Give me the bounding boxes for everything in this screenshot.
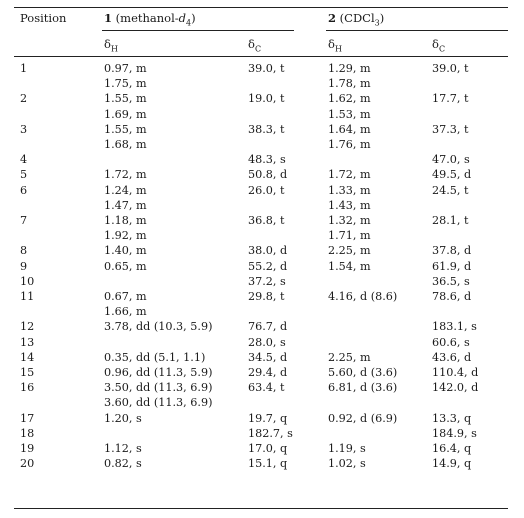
delta-h-1-cell: 1.69, m bbox=[104, 107, 147, 121]
delta-c-2-cell: 60.6, s bbox=[432, 335, 470, 349]
delta-c-1-cell: 50.8, d bbox=[248, 168, 288, 182]
delta-h-1-cell: 3.60, dd (11.3, 6.9) bbox=[104, 396, 213, 410]
compound1-rule bbox=[102, 30, 294, 31]
bottom-rule bbox=[14, 508, 508, 509]
position-cell: 10 bbox=[20, 274, 35, 288]
delta-h-2-cell: 0.92, d (6.9) bbox=[328, 411, 398, 425]
position-cell: 8 bbox=[20, 244, 28, 258]
delta-c-1-cell: 48.3, s bbox=[248, 153, 286, 167]
header-bottom-rule bbox=[14, 56, 508, 57]
delta-c-1-cell: 37.2, s bbox=[248, 274, 286, 288]
delta-c-2-cell: 49.5, d bbox=[432, 168, 472, 182]
compound1-header bbox=[104, 12, 196, 29]
position-cell: 1 bbox=[20, 62, 28, 75]
delta-c-2-cell: 16.4, q bbox=[432, 442, 472, 455]
delta-h-2-cell: 1.64, m bbox=[328, 122, 371, 136]
delta-h-1-cell: 1.68, m bbox=[104, 138, 147, 151]
delta-h-2-cell: 5.60, d (3.6) bbox=[328, 366, 398, 379]
delta-h-2-cell: 1.76, m bbox=[328, 138, 371, 151]
delta-c-2-cell: 28.1, t bbox=[432, 214, 469, 227]
delta-h-2-cell: 1.43, m bbox=[328, 198, 371, 212]
delta-c-2-cell: 43.6, d bbox=[432, 350, 472, 364]
delta-h-2-cell: 1.71, m bbox=[328, 229, 371, 243]
delta-h-1-cell: 1.47, m bbox=[104, 198, 147, 212]
delta-c-2-cell: 37.8, d bbox=[432, 244, 472, 258]
delta-c-2-cell: 142.0, d bbox=[432, 381, 479, 395]
position-cell: 5 bbox=[20, 168, 28, 182]
position-cell: 2 bbox=[20, 92, 28, 106]
delta-c-1-cell: 38.3, t bbox=[248, 122, 285, 136]
delta-c-1-cell: 29.8, t bbox=[248, 290, 285, 303]
compound1-solvent-italic: d bbox=[178, 11, 187, 25]
delta-h-1-cell: 0.97, m bbox=[104, 62, 147, 75]
delta-c-2-cell: 61.9, d bbox=[432, 259, 472, 273]
delta-h-1-cell: 1.72, m bbox=[104, 168, 147, 182]
delta-c-1-cell: 38.0, d bbox=[248, 244, 288, 258]
position-cell: 19 bbox=[20, 442, 35, 455]
delta-h-1-cell: 0.65, m bbox=[104, 259, 147, 273]
delta-c-2-cell: 24.5, t bbox=[432, 183, 469, 197]
delta-h-1-cell: 0.96, dd (11.3, 5.9) bbox=[104, 366, 213, 379]
delta-h-header-1: $\delta_H$ bbox=[104, 37, 118, 54]
position-cell: 20 bbox=[20, 457, 35, 471]
delta-h-1-cell: 0.67, m bbox=[104, 290, 147, 303]
delta-h-2-cell: 1.54, m bbox=[328, 259, 371, 273]
delta-c-1-cell: 19.0, t bbox=[248, 92, 285, 106]
compound1-number: 1 bbox=[104, 11, 113, 25]
position-cell: 14 bbox=[20, 350, 35, 364]
delta-c-2-cell: 37.3, t bbox=[432, 122, 469, 136]
delta-h-2-cell: 1.72, m bbox=[328, 168, 371, 182]
delta-h-2-cell: 1.62, m bbox=[328, 92, 371, 106]
delta-c-2-cell: 13.3, q bbox=[432, 411, 472, 425]
delta-h-2-cell: 2.25, m bbox=[328, 244, 371, 258]
position-header: Position bbox=[20, 11, 67, 25]
delta-h-2-cell: 2.25, m bbox=[328, 350, 371, 364]
delta-c-1-cell: 29.4, d bbox=[248, 366, 288, 379]
compound2-header bbox=[328, 12, 384, 29]
position-cell: 16 bbox=[20, 381, 35, 395]
compound2-solvent-prefix: (CDCl bbox=[339, 11, 375, 25]
delta-h-1-cell: 1.55, m bbox=[104, 92, 147, 106]
position-cell: 17 bbox=[20, 411, 35, 425]
compound2-solvent-suffix: ) bbox=[379, 11, 385, 25]
delta-c-1-cell: 55.2, d bbox=[248, 259, 288, 273]
delta-c-2-cell: 39.0, t bbox=[432, 62, 469, 75]
delta-c-1-cell: 17.0, q bbox=[248, 442, 288, 455]
delta-c-2-cell: 183.1, s bbox=[432, 320, 477, 334]
position-cell: 7 bbox=[20, 214, 28, 227]
delta-h-2-cell: 1.19, s bbox=[328, 442, 366, 455]
delta-h-2-cell: 1.29, m bbox=[328, 62, 371, 75]
compound2-number: 2 bbox=[328, 11, 337, 25]
position-cell: 15 bbox=[20, 366, 35, 379]
delta-h-1-cell: 3.50, dd (11.3, 6.9) bbox=[104, 381, 213, 395]
delta-h-1-cell: 3.78, dd (10.3, 5.9) bbox=[104, 320, 213, 334]
position-cell: 4 bbox=[20, 153, 28, 167]
delta-h-2-cell: 1.02, s bbox=[328, 457, 366, 471]
position-cell: 3 bbox=[20, 122, 28, 136]
position-cell: 13 bbox=[20, 335, 35, 349]
compound1-solvent-prefix: (methanol- bbox=[115, 11, 179, 25]
delta-h-2-cell: 4.16, d (8.6) bbox=[328, 290, 398, 303]
delta-c-2-cell: 184.9, s bbox=[432, 426, 477, 440]
compound1-solvent-suffix: ) bbox=[191, 11, 196, 25]
delta-h-1-cell: 0.35, dd (5.1, 1.1) bbox=[104, 350, 206, 364]
delta-h-1-cell: 1.24, m bbox=[104, 183, 147, 197]
delta-c-2-cell: 78.6, d bbox=[432, 290, 472, 303]
delta-h-2-cell: 6.81, d (3.6) bbox=[328, 381, 398, 395]
delta-h-2-cell: 1.53, m bbox=[328, 107, 371, 121]
delta-h-header-2: $\delta_H$ bbox=[328, 37, 342, 54]
delta-c-1-cell: 63.4, t bbox=[248, 381, 285, 395]
delta-c-1-cell: 39.0, t bbox=[248, 62, 285, 75]
delta-c-1-cell: 36.8, t bbox=[248, 214, 285, 227]
delta-c-1-cell: 34.5, d bbox=[248, 350, 288, 364]
delta-h-2-cell: 1.33, m bbox=[328, 183, 371, 197]
delta-h-1-cell: 1.75, m bbox=[104, 77, 147, 91]
delta-c-2-cell: 110.4, d bbox=[432, 366, 479, 379]
delta-c-1-cell: 26.0, t bbox=[248, 183, 285, 197]
delta-c-1-cell: 19.7, q bbox=[248, 411, 288, 425]
position-cell: 9 bbox=[20, 259, 28, 273]
delta-h-2-cell: 1.32, m bbox=[328, 214, 371, 227]
position-cell: 12 bbox=[20, 320, 35, 334]
compound2-rule bbox=[326, 30, 508, 31]
delta-c-2-cell: 47.0, s bbox=[432, 153, 470, 167]
delta-h-1-cell: 1.40, m bbox=[104, 244, 147, 258]
delta-c-1-cell: 76.7, d bbox=[248, 320, 288, 334]
delta-h-1-cell: 1.55, m bbox=[104, 122, 147, 136]
compound1-solvent-sub: 4 bbox=[186, 18, 192, 28]
delta-c-2-cell: 36.5, s bbox=[432, 274, 470, 288]
delta-h-1-cell: 1.12, s bbox=[104, 442, 142, 455]
delta-c-1-cell: 28.0, s bbox=[248, 335, 286, 349]
delta-h-2-cell: 1.78, m bbox=[328, 77, 371, 91]
top-rule bbox=[14, 7, 508, 8]
compound2-solvent-sub: 3 bbox=[374, 18, 380, 28]
delta-c-1-cell: 15.1, q bbox=[248, 457, 288, 471]
position-cell: 18 bbox=[20, 426, 35, 440]
delta-h-1-cell: 1.66, m bbox=[104, 305, 147, 319]
delta-c-header-1: $\delta_C$ bbox=[248, 37, 262, 54]
delta-h-1-cell: 0.82, s bbox=[104, 457, 142, 471]
position-cell: 11 bbox=[20, 290, 35, 303]
position-cell: 6 bbox=[20, 183, 28, 197]
delta-h-1-cell: 1.92, m bbox=[104, 229, 147, 243]
delta-c-2-cell: 17.7, t bbox=[432, 92, 469, 106]
delta-c-2-cell: 14.9, q bbox=[432, 457, 472, 471]
delta-c-1-cell: 182.7, s bbox=[248, 426, 293, 440]
delta-h-1-cell: 1.18, m bbox=[104, 214, 147, 227]
delta-h-1-cell: 1.20, s bbox=[104, 411, 142, 425]
delta-c-header-2: $\delta_C$ bbox=[432, 37, 446, 54]
